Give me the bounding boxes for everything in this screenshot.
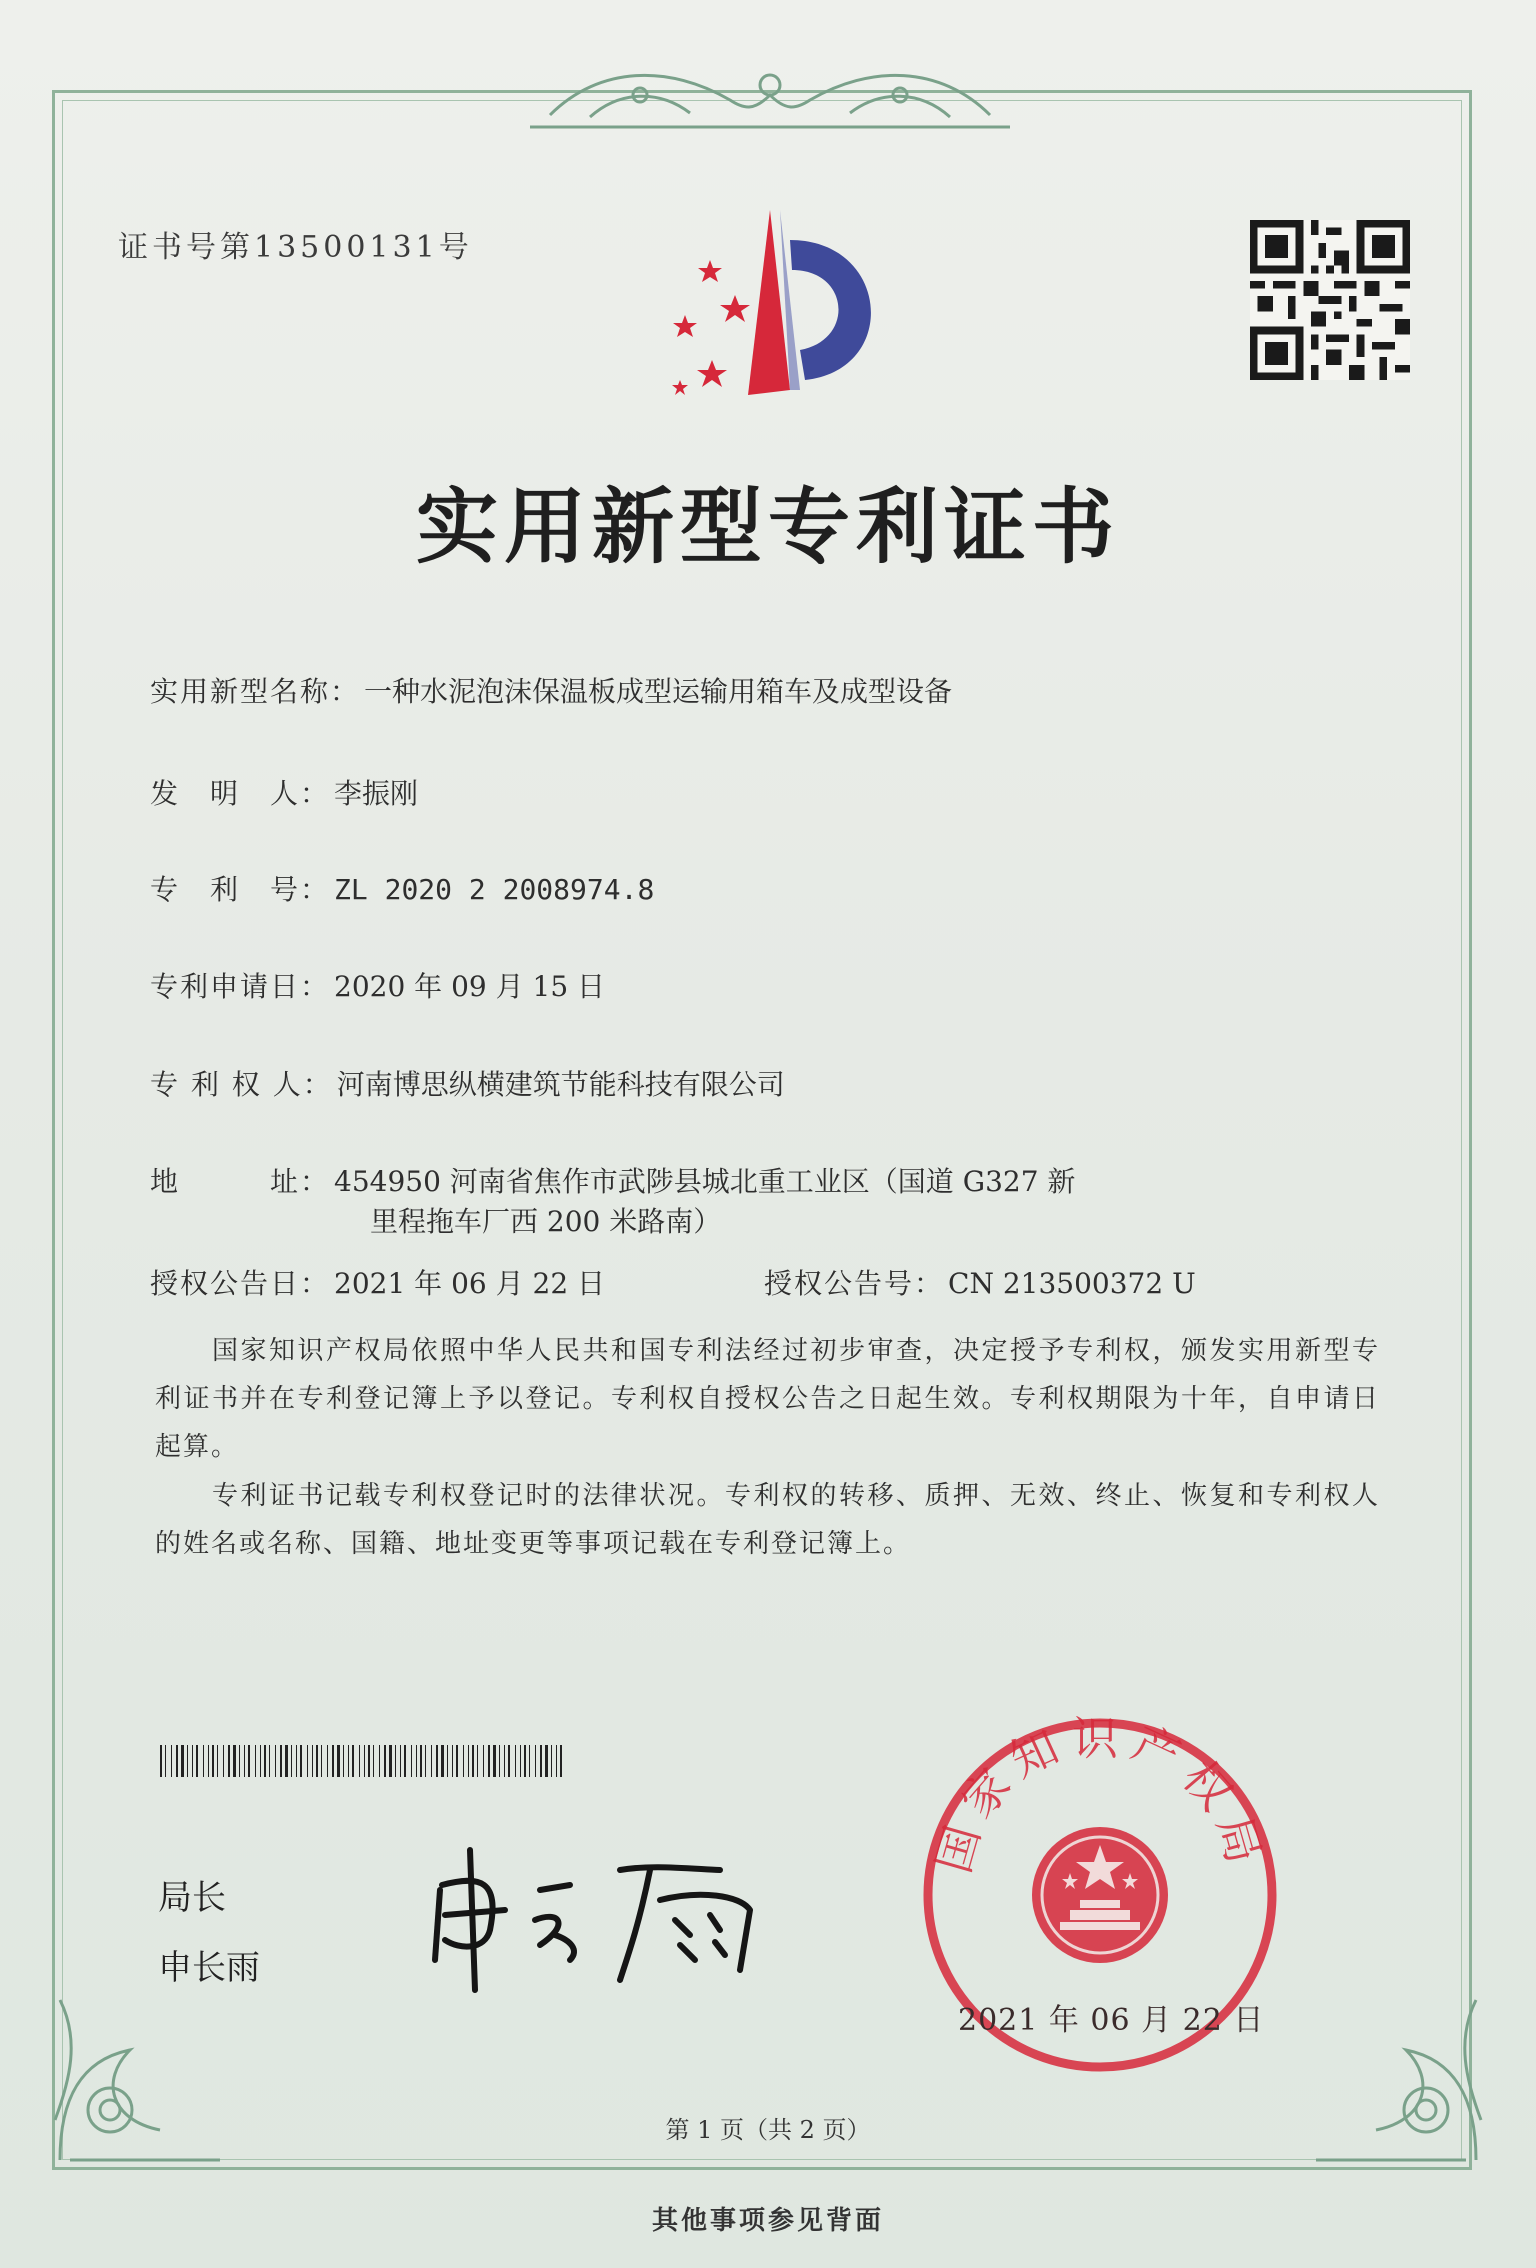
patent-number-label: 专 利 号： [150, 873, 331, 906]
legal-paragraph-1: 国家知识产权局依照中华人民共和国专利法经过初步审查，决定授予专利权，颁发实用新型专利证书并在专利登记簿上予以登记。专利权自授权公告之日起生效。专利权期限为十年，自申请日起算。 [155, 1336, 1380, 1462]
grant-number-field [764, 1262, 1196, 1302]
grant-date-value: 2021 年 06 月 22 日 [334, 1267, 606, 1300]
patentee-label: 专 利 权 人： [150, 1068, 333, 1101]
utility-model-name-field [150, 670, 952, 710]
seal-date: 2021 年 06 月 22 日 [958, 2003, 1265, 2038]
patent-number-field [150, 868, 654, 908]
inventor-field [150, 772, 418, 812]
patentee-field [150, 1063, 785, 1103]
page-number: 第 1 页（共 2 页） [665, 2116, 871, 2144]
cnipa-logo-icon [640, 200, 900, 410]
application-date-field [150, 965, 605, 1005]
director-signature-icon [420, 1830, 780, 2000]
barcode-icon [160, 1745, 570, 1777]
seal-text: 国家知识产权局 [925, 1715, 1275, 1879]
certificate-number: 证书号第13500131号 [118, 230, 473, 265]
patent-number-value: ZL 2020 2 2008974.8 [334, 873, 655, 906]
grant-number-label: 授权公告号： [764, 1267, 945, 1300]
grant-date-label: 授权公告日： [150, 1267, 331, 1300]
national-emblem-icon [1032, 1827, 1168, 1963]
inventor-value: 李振刚 [334, 777, 419, 810]
grant-number-value: CN 213500372 U [948, 1267, 1196, 1300]
utility-model-name-label: 实用新型名称： [150, 675, 361, 708]
director-title: 局长 [158, 1878, 226, 1918]
utility-model-name-value: 一种水泥泡沫保温板成型运输用箱车及成型设备 [364, 675, 953, 708]
application-date-value: 2020 年 09 月 15 日 [334, 970, 606, 1003]
patentee-value: 河南博思纵横建筑节能科技有限公司 [336, 1068, 785, 1101]
address-value-line1: 454950 河南省焦作市武陟县城北重工业区（国道 G327 新 [334, 1165, 1076, 1198]
inventor-label: 发 明 人： [150, 777, 331, 810]
director-name: 申长雨 [158, 1948, 260, 1988]
top-ornament-icon [530, 55, 1010, 140]
address-field [150, 1160, 1075, 1200]
qr-code-icon [1250, 220, 1410, 380]
address-value-line2: 里程拖车厂西 200 米路南） [370, 1205, 722, 1238]
address-label: 地 址： [150, 1165, 331, 1198]
certificate-title: 实用新型专利证书 [415, 480, 1120, 575]
legal-paragraph-2: 专利证书记载专利权登记时的法律状况。专利权的转移、质押、无效、终止、恢复和专利权人的姓名或名称、国籍、地址变更等事项记载在专利登记簿上。 [155, 1481, 1380, 1559]
grant-date-field [150, 1262, 605, 1302]
footer-note: 其他事项参见背面 [651, 2206, 884, 2236]
application-date-label: 专利申请日： [150, 970, 331, 1003]
